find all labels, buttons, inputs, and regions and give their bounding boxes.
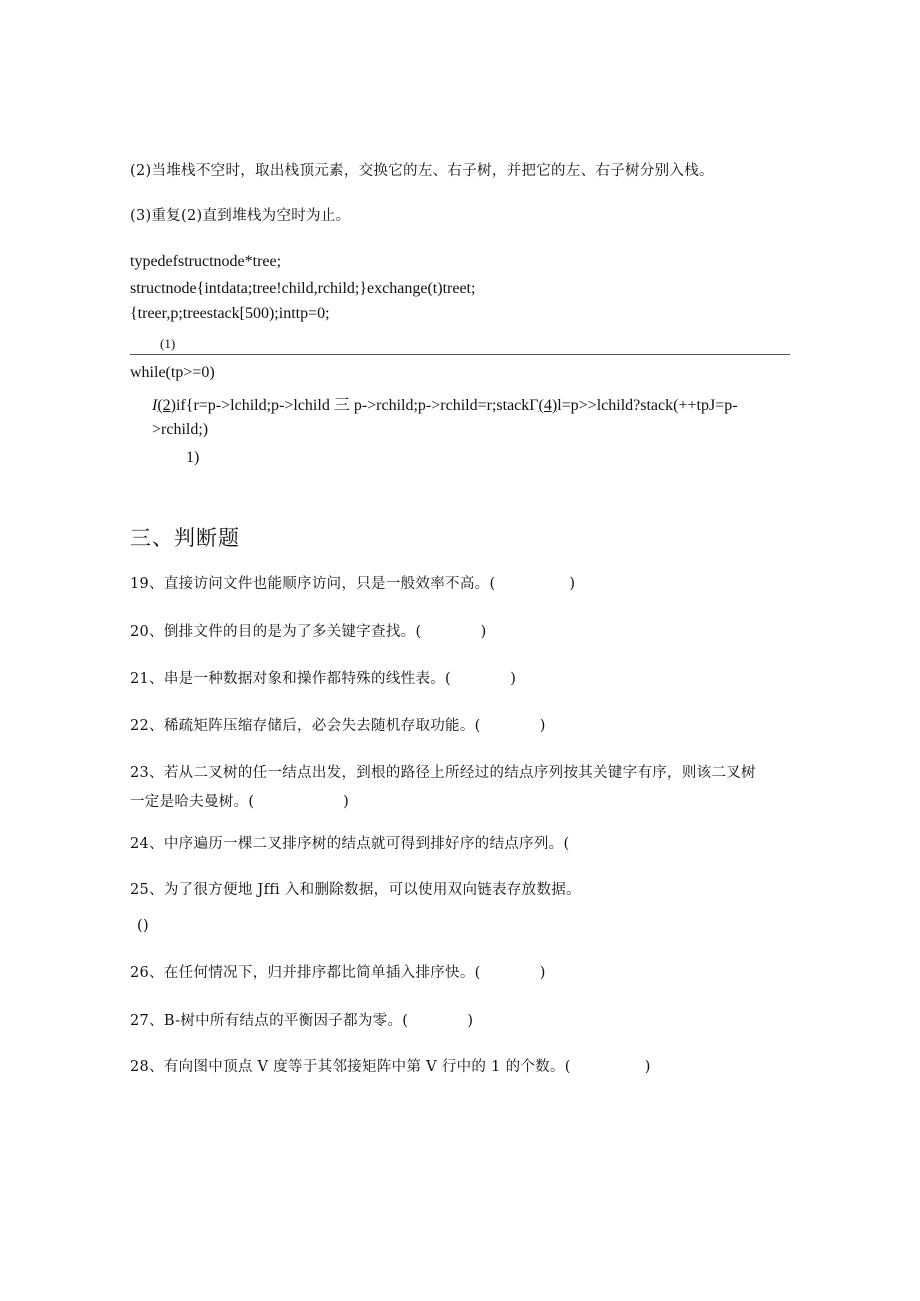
question-25-blank: () [137,918,149,934]
code-line-close: 1) [186,449,200,466]
code-blank-2: (2) [157,397,176,414]
question-21: 21、串是一种数据对象和操作都特殊的线性表。( ) [130,671,517,687]
code-line-continuation: >rchild;) [152,421,209,438]
question-20: 20、倒排文件的目的是为了多关键字查找。( ) [130,624,487,640]
section-title: 三、判断题 [130,526,240,550]
code-divider [130,354,790,355]
question-19: 19、直接访问文件也能顺序访问，只是一般效率不高。( ) [130,576,576,592]
code-line-struct: structnode{intdata;tree!child,rchild;}exchange(t)treet; [130,280,476,297]
code-body-end: l=p>>lchild?stack(++tpJ=p- [557,397,738,414]
question-26: 26、在任何情况下，归并排序都比简单插入排序快。( ) [130,965,546,981]
question-22: 22、稀疏矩阵压缩存储后，必会失去随机存取功能。( ) [130,718,546,734]
code-line-body [152,392,738,415]
algorithm-step-3: (3)重复(2)直到堆栈为空时为止。 [130,208,351,224]
question-25: 25、为了很方便地 Jffi 入和删除数据，可以使用双向链表存放数据。 [130,882,581,898]
question-23-line-1: 23、若从二叉树的任一结点出发，到根的路径上所经过的结点序列按其关键字有序，则该二叉树 [130,765,756,781]
code-line-declarations: {treer,p;treestack[500);inttp=0; [130,305,330,322]
code-body-text: if{r=p->lchild;p->lchild 三 p->rchild;p->rchild=r;stackΓ [175,397,539,414]
code-blank-4: (4) [538,397,558,414]
algorithm-step-2: (2)当堆栈不空时，取出栈顶元素，交换它的左、右子树，并把它的左、右子树分别入栈。 [130,163,714,179]
question-23-line-2: 一定是哈夫曼树。( ) [130,794,350,810]
code-italic-i: I [152,397,158,414]
code-blank-1: (1) [160,336,176,351]
code-line-typedef: typedefstructnode*tree; [130,253,282,270]
question-24: 24、中序遍历一棵二叉排序树的结点就可得到排好序的结点序列。( [130,836,570,852]
question-28: 28、有向图中顶点 V 度等于其邻接矩阵中第 V 行中的 1 的个数。( ) [130,1059,651,1075]
code-line-while: while(tp>=0) [130,364,215,381]
question-27: 27、B-树中所有结点的平衡因子都为零。( ) [130,1013,474,1029]
